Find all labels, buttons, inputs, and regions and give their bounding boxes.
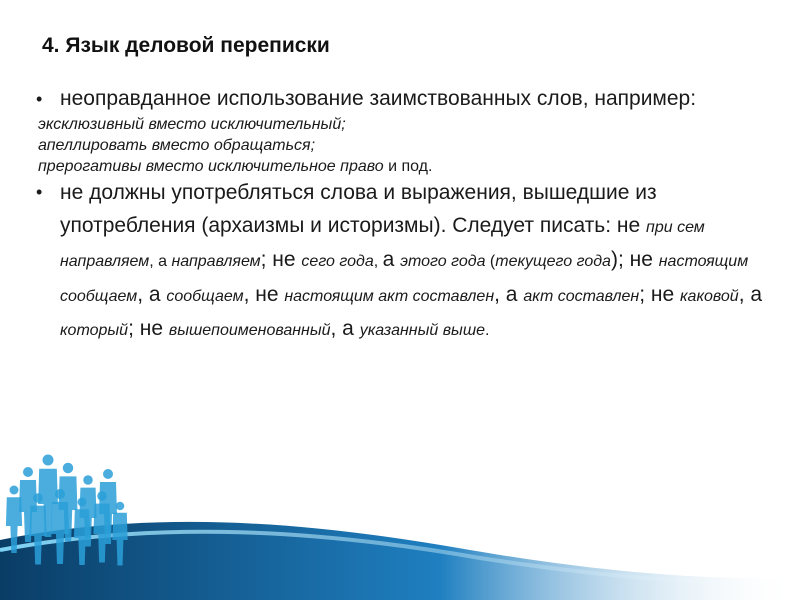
- bullet-text-segment: , а: [149, 253, 172, 270]
- bullet-text-segment: ; не: [260, 248, 302, 271]
- example-line: [38, 135, 782, 156]
- bullet-dot-icon: •: [36, 89, 43, 109]
- bullet-text-segment: настоящим сообщаем: [60, 253, 749, 305]
- bullet-text-segment: а: [382, 248, 401, 271]
- bullet-text-segment: акт составлен: [523, 287, 640, 305]
- bullet-text-segment: сообщаем: [166, 287, 244, 305]
- slide-content: [22, 84, 782, 348]
- bullet-text: неоправданное использование заимствованных слов, например:: [60, 87, 697, 110]
- bullet-text-segment: указанный выше: [359, 322, 485, 339]
- bullet-dot-icon: •: [36, 182, 43, 202]
- bullet-text-segment: который: [60, 322, 129, 339]
- bullet-text-segment: , а: [137, 282, 167, 306]
- bullet-text-segment: , а: [494, 282, 524, 306]
- bullet-text-segment: ; не: [128, 317, 169, 340]
- bullet-text-segment: каковой: [680, 287, 739, 305]
- example-italic: апеллировать вместо обращаться;: [38, 137, 316, 154]
- bullet-text-segment: текущего года: [495, 253, 611, 270]
- bullet-text-segment: .: [485, 322, 490, 339]
- example-line: [38, 156, 782, 177]
- bullet-text-segment: ; не: [639, 282, 680, 306]
- bullet-text-segment: (: [485, 253, 496, 270]
- bullet-text-segment: , а: [738, 282, 763, 306]
- example-line: [38, 114, 782, 135]
- decorative-wave-graphic: [0, 450, 800, 600]
- bullet-text-segment: , а: [330, 317, 360, 340]
- bullet-item-archaisms: [22, 177, 782, 348]
- example-normal: и под.: [383, 158, 433, 175]
- bullet-text-segment: сего года: [301, 253, 374, 270]
- bullet-text-segment: настоящим акт составлен: [284, 287, 495, 305]
- bullet-text-segment: направляем: [171, 253, 261, 270]
- example-italic: прерогативы вместо исключительное право: [38, 158, 384, 175]
- bullet-text-segment: , не: [243, 282, 285, 306]
- example-italic: эксклюзивный вместо исключительный;: [38, 116, 346, 133]
- bullet-text-segment: ,: [373, 253, 383, 270]
- slide-title: 4. Язык деловой переписки: [42, 34, 330, 57]
- bullet-text-segment: этого года: [400, 253, 486, 270]
- bullet-item-borrowed-words: [22, 84, 782, 114]
- bullet-archaisms-body: [60, 177, 782, 348]
- bullet-text-segment: ); не: [610, 248, 659, 271]
- bullet-text-segment: не должны употребляться слова и выражения, вышедшие из употребления (архаизмы и историзмы). Следует писать: не: [60, 181, 657, 237]
- examples-list: [38, 114, 782, 177]
- bullet-text-segment: при сем направляем: [60, 218, 705, 270]
- bullet-text-segment: вышепоименованный: [168, 322, 331, 339]
